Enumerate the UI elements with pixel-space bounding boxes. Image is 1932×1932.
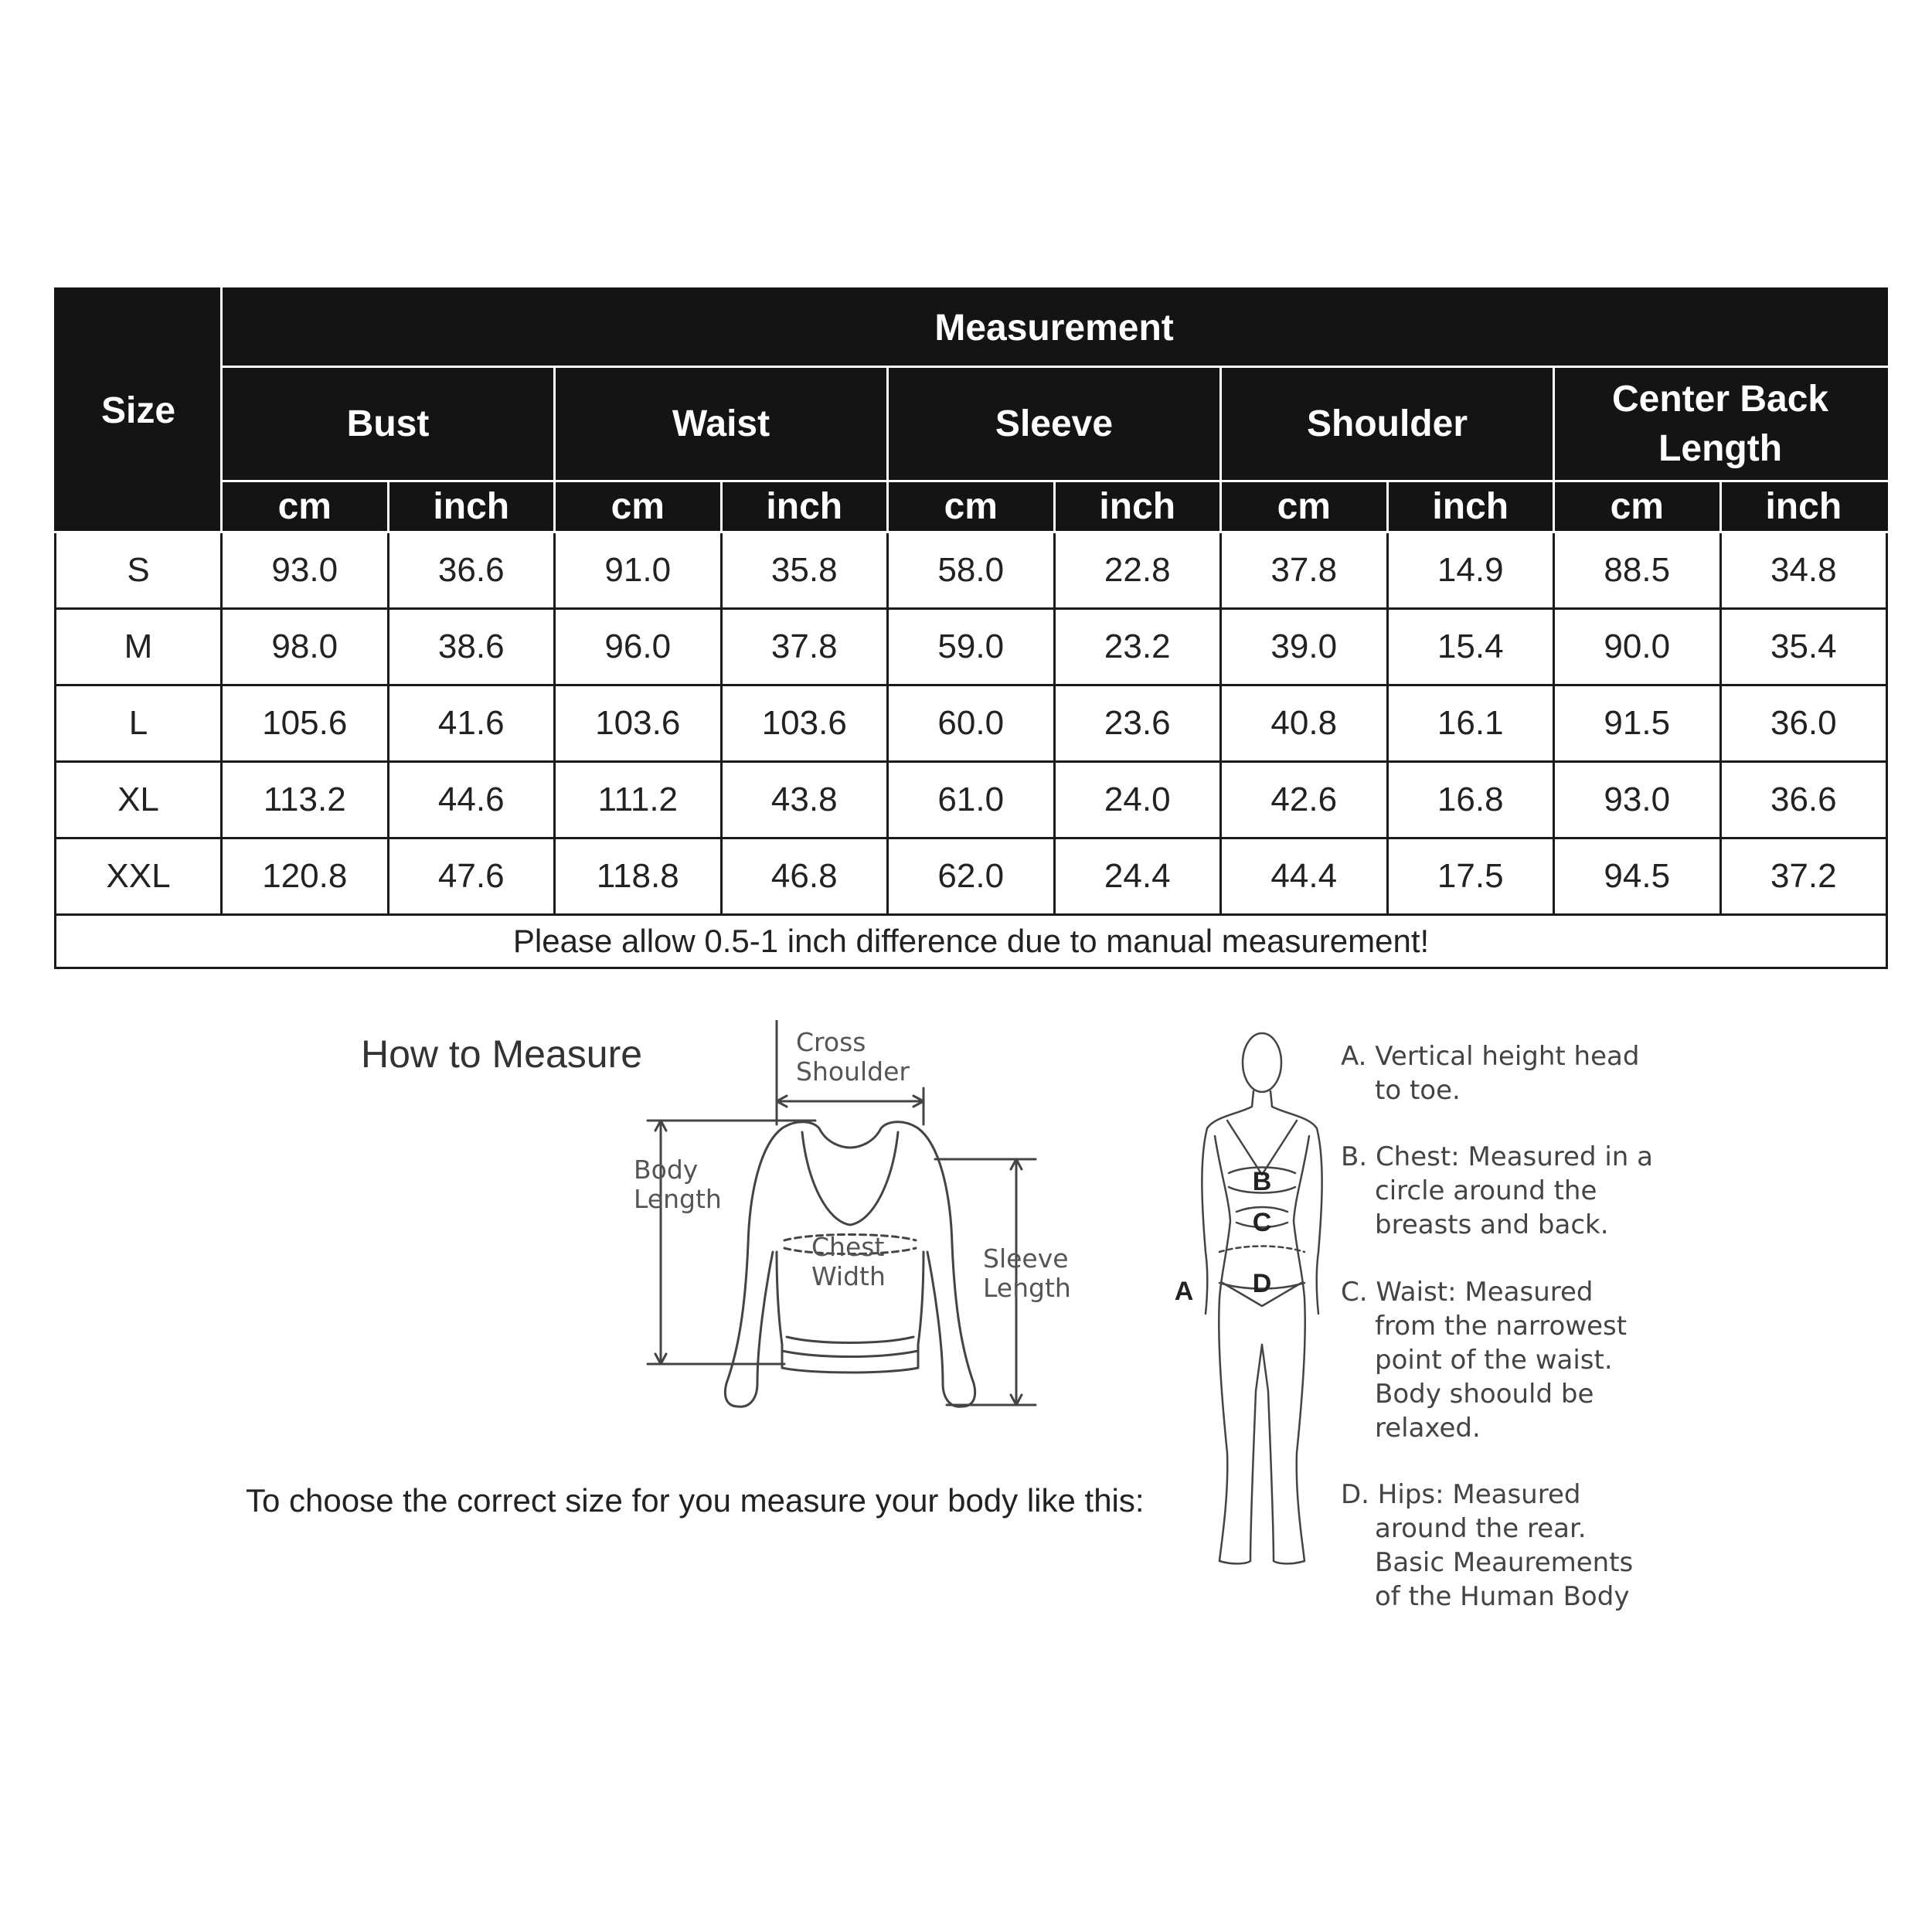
value-cell: 37.8 — [721, 609, 888, 685]
size-cell: XXL — [56, 838, 222, 915]
marker-a: A — [1174, 1277, 1194, 1306]
value-cell: 24.0 — [1054, 762, 1221, 838]
instruction-line: point of the waist. — [1375, 1345, 1613, 1376]
instruction-line: A. Vertical height head — [1341, 1041, 1640, 1072]
how-to-measure-title: How to Measure — [361, 1032, 643, 1076]
instruction-line: C. Waist: Measured — [1341, 1277, 1594, 1308]
choose-size-text: To choose the correct size for you measure your body like this: — [246, 1482, 1145, 1519]
value-cell: 16.8 — [1387, 762, 1554, 838]
measurement-header: Measurement — [222, 289, 1887, 367]
value-cell: 40.8 — [1221, 685, 1388, 762]
value-cell: 120.8 — [222, 838, 389, 915]
table-row — [56, 532, 1887, 609]
value-cell: 103.6 — [555, 685, 722, 762]
group-header: Center Back Length — [1554, 367, 1887, 481]
instruction-b — [1341, 1140, 1665, 1242]
instruction-c — [1341, 1275, 1665, 1445]
value-cell: 15.4 — [1387, 609, 1554, 685]
value-cell: 93.0 — [222, 532, 389, 609]
value-cell: 23.6 — [1054, 685, 1221, 762]
marker-b: B — [1252, 1167, 1272, 1196]
value-cell: 47.6 — [388, 838, 555, 915]
value-cell: 35.8 — [721, 532, 888, 609]
value-cell: 16.1 — [1387, 685, 1554, 762]
value-cell: 34.8 — [1720, 532, 1887, 609]
value-cell: 62.0 — [888, 838, 1055, 915]
table-row — [56, 685, 1887, 762]
value-cell: 17.5 — [1387, 838, 1554, 915]
unit-header: cm — [555, 481, 722, 532]
value-cell: 58.0 — [888, 532, 1055, 609]
value-cell: 113.2 — [222, 762, 389, 838]
chest-width-label: Chest Width — [811, 1232, 886, 1291]
size-cell: M — [56, 609, 222, 685]
measurement-note: Please allow 0.5-1 inch difference due to manual measurement! — [56, 915, 1887, 968]
unit-header: inch — [721, 481, 888, 532]
size-cell: XL — [56, 762, 222, 838]
body-length-label: Body Length — [634, 1155, 722, 1214]
value-cell: 36.0 — [1720, 685, 1887, 762]
value-cell: 118.8 — [555, 838, 722, 915]
value-cell: 38.6 — [388, 609, 555, 685]
value-cell: 111.2 — [555, 762, 722, 838]
unit-header: cm — [888, 481, 1055, 532]
value-cell: 94.5 — [1554, 838, 1721, 915]
value-cell: 46.8 — [721, 838, 888, 915]
value-cell: 88.5 — [1554, 532, 1721, 609]
group-header: Waist — [555, 367, 888, 481]
unit-header: cm — [1554, 481, 1721, 532]
value-cell: 44.4 — [1221, 838, 1388, 915]
instruction-d — [1341, 1478, 1665, 1614]
value-cell: 96.0 — [555, 609, 722, 685]
table-row — [56, 762, 1887, 838]
sleeve-length-label: Sleeve Length — [983, 1243, 1071, 1303]
group-header: Sleeve — [888, 367, 1221, 481]
instruction-line: around the rear. — [1375, 1513, 1587, 1544]
value-cell: 14.9 — [1387, 532, 1554, 609]
unit-header: inch — [1720, 481, 1887, 532]
group-header: Bust — [222, 367, 555, 481]
value-cell: 35.4 — [1720, 609, 1887, 685]
value-cell: 22.8 — [1054, 532, 1221, 609]
instruction-line: from the narrowest — [1375, 1311, 1628, 1342]
unit-header: cm — [222, 481, 389, 532]
value-cell: 37.2 — [1720, 838, 1887, 915]
unit-header: inch — [1054, 481, 1221, 532]
value-cell: 93.0 — [1554, 762, 1721, 838]
size-chart-table — [54, 287, 1888, 969]
marker-d: D — [1252, 1269, 1272, 1298]
value-cell: 43.8 — [721, 762, 888, 838]
unit-header: inch — [1387, 481, 1554, 532]
instruction-line: circle around the — [1375, 1175, 1597, 1206]
value-cell: 36.6 — [388, 532, 555, 609]
table-row — [56, 838, 1887, 915]
value-cell: 24.4 — [1054, 838, 1221, 915]
value-cell: 98.0 — [222, 609, 389, 685]
value-cell: 59.0 — [888, 609, 1055, 685]
marker-c: C — [1252, 1208, 1272, 1237]
value-cell: 60.0 — [888, 685, 1055, 762]
unit-header: inch — [388, 481, 555, 532]
value-cell: 91.5 — [1554, 685, 1721, 762]
instruction-line: B. Chest: Measured in a — [1341, 1141, 1653, 1172]
table-row — [56, 609, 1887, 685]
instruction-line: breasts and back. — [1375, 1209, 1609, 1240]
cross-shoulder-label: Cross Shoulder — [796, 1027, 910, 1087]
value-cell: 42.6 — [1221, 762, 1388, 838]
instruction-line: relaxed. — [1375, 1413, 1481, 1444]
group-header: Shoulder — [1221, 367, 1554, 481]
value-cell: 39.0 — [1221, 609, 1388, 685]
value-cell: 41.6 — [388, 685, 555, 762]
value-cell: 36.6 — [1720, 762, 1887, 838]
value-cell: 44.6 — [388, 762, 555, 838]
value-cell: 23.2 — [1054, 609, 1221, 685]
value-cell: 105.6 — [222, 685, 389, 762]
human-body-diagram — [1159, 1020, 1345, 1592]
unit-header: cm — [1221, 481, 1388, 532]
instruction-a — [1341, 1039, 1665, 1107]
size-cell: S — [56, 532, 222, 609]
instruction-line: D. Hips: Measured — [1341, 1479, 1581, 1510]
size-header: Size — [56, 289, 222, 532]
instruction-line: of the Human Body — [1375, 1581, 1630, 1612]
value-cell: 61.0 — [888, 762, 1055, 838]
value-cell: 37.8 — [1221, 532, 1388, 609]
instruction-line: Body shoould be — [1375, 1379, 1594, 1410]
value-cell: 90.0 — [1554, 609, 1721, 685]
size-cell: L — [56, 685, 222, 762]
value-cell: 103.6 — [721, 685, 888, 762]
value-cell: 91.0 — [555, 532, 722, 609]
instruction-line: Basic Meaurements — [1375, 1547, 1634, 1578]
instruction-line: to toe. — [1375, 1075, 1461, 1106]
